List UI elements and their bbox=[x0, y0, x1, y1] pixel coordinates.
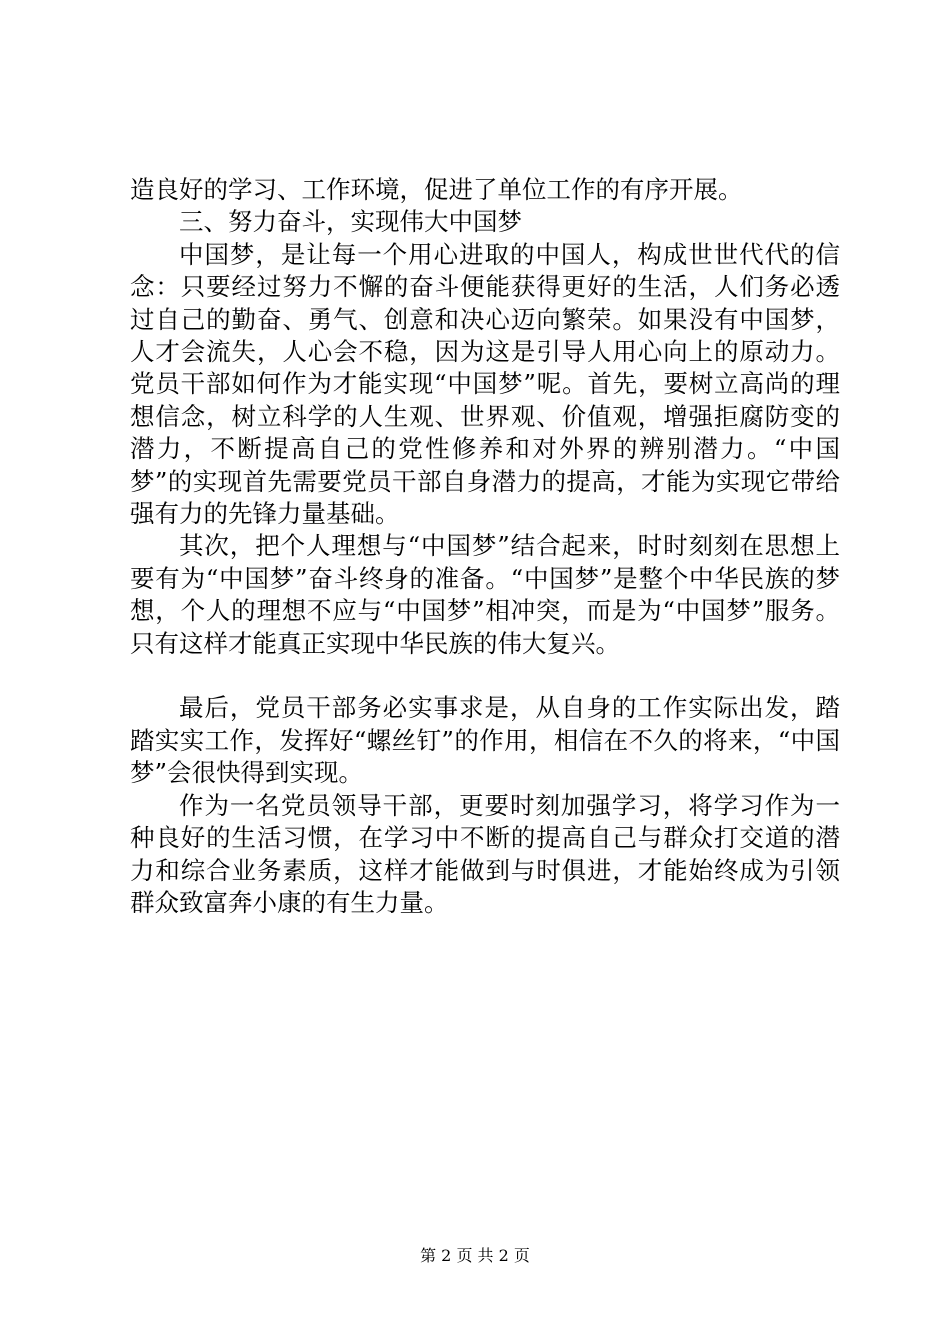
section-heading: 三、努力奋斗，实现伟大中国梦 bbox=[179, 207, 522, 237]
paragraph-spacer bbox=[130, 660, 840, 692]
paragraph-continuation: 造良好的学习、工作环境，促进了单位工作的有序开展。 bbox=[130, 175, 743, 204]
document-body bbox=[130, 174, 840, 919]
paragraph-conclusion: 作为一名党员领导干部，更要时刻加强学习，将学习作为一种良好的生活习惯，在学习中不断的提高自己与群众打交道的潜力和综合业务素质，这样才能做到与时俱进，才能始终成为引领群众致富奔小康的有生力量。 bbox=[130, 790, 840, 917]
page-number-footer: 第 2 页 共 2 页 bbox=[420, 1246, 530, 1265]
paragraph-finally: 最后，党员干部务必实事求是，从自身的工作实际出发，踏踏实实工作，发挥好“螺丝钉”的作用，相信在不久的将来，“中国梦”会很快得到实现。 bbox=[130, 693, 840, 788]
paragraph-secondly: 其次，把个人理想与“中国梦”结合起来，时时刻刻在思想上要有为“中国梦”奋斗终身的准备。“中国梦”是整个中华民族的梦想，个人的理想不应与“中国梦”相冲突，而是为“中国梦”服务。只有这样才能真正实现中华民族的伟大复兴。 bbox=[130, 531, 840, 658]
paragraph-chinese-dream: 中国梦，是让每一个用心进取的中国人，构成世世代代的信念：只要经过努力不懈的奋斗便能获得更好的生活，人们务必透过自己的勤奋、勇气、创意和决心迈向繁荣。如果没有中国梦，人才会流失，人心会不稳，因为这是引导人用心向上的原动力。党员干部如何作为才能实现“中国梦”呢。首先，要树立高尚的理想信念，树立科学的人生观、世界观、价值观，增强拒腐防变的潜力，不断提高自己的党性修养和对外界的辨别潜力。“中国梦”的实现首先需要党员干部自身潜力的提高，才能为实现它带给强有力的先锋力量基础。 bbox=[130, 239, 840, 529]
